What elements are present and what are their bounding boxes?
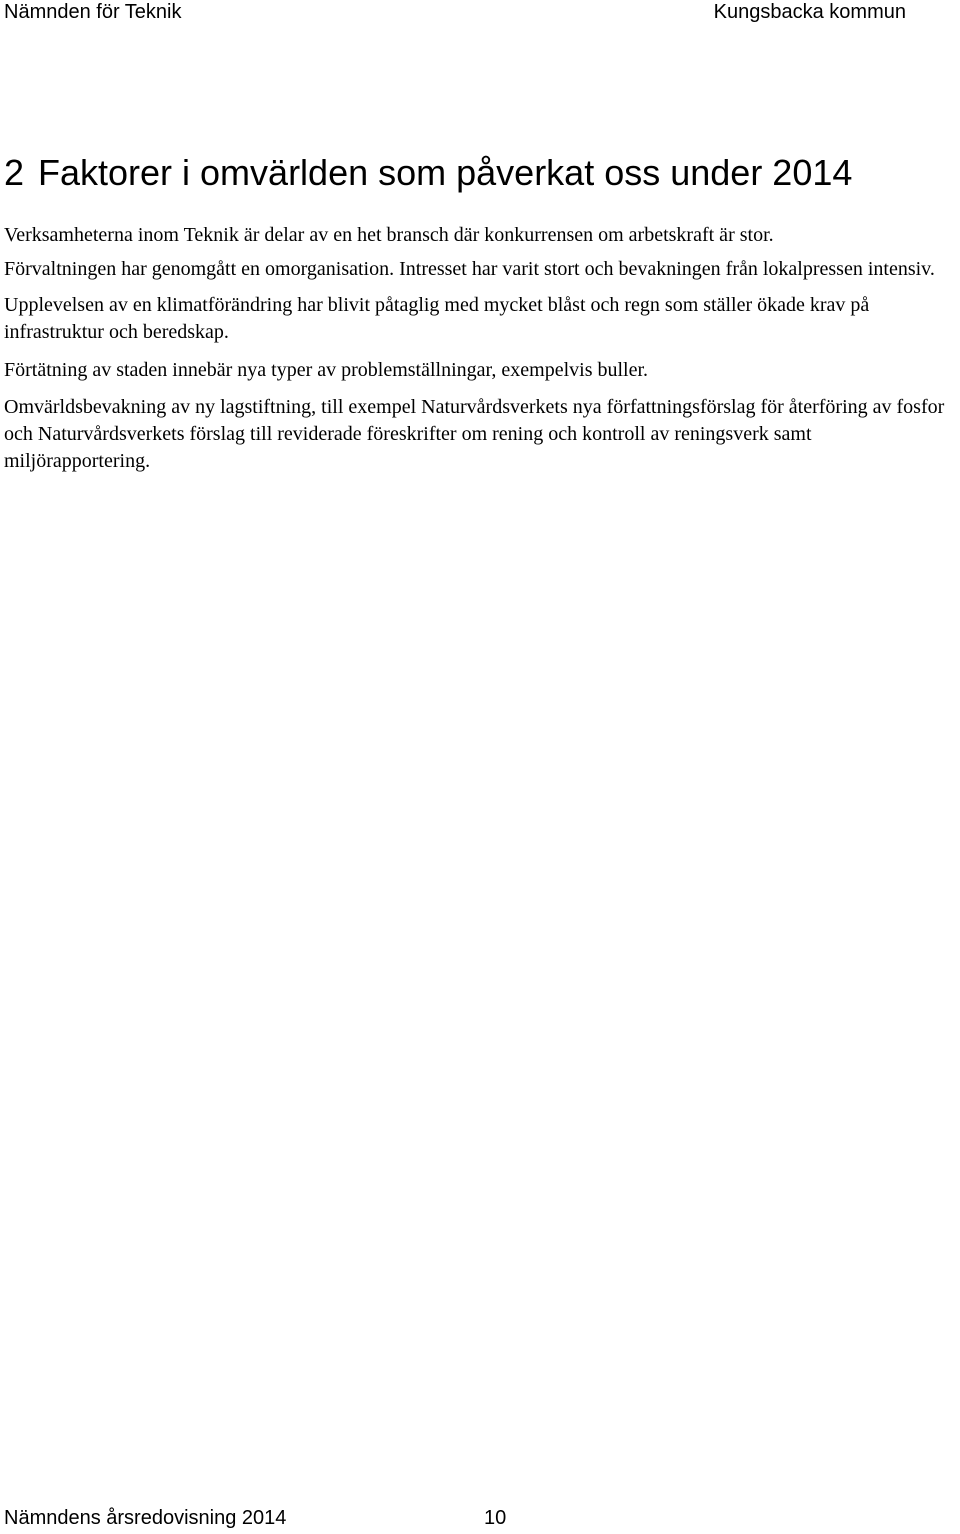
page-footer	[4, 1506, 507, 1530]
section-title: Faktorer i omvärlden som påverkat oss under 2014	[38, 152, 853, 193]
header-municipality-name: Kungsbacka kommun	[713, 1, 906, 23]
paragraph-reorganisation: Förvaltningen har genomgått en omorganisation. Intresset har varit stort och bevakningen från lokalpressen intensiv.	[4, 258, 935, 280]
paragraph-labor-market: Verksamheterna inom Teknik är delar av en het bransch där konkurrensen om arbetskraft är stor.	[4, 224, 774, 246]
header-committee-name: Nämnden för Teknik	[4, 1, 182, 23]
paragraph-climate-change: Upplevelsen av en klimatförändring har blivit påtaglig med mycket blåst och regn som ställer ökade krav på infrastruktur och beredskap.	[4, 294, 870, 343]
section-number: 2	[4, 152, 25, 193]
section-heading	[4, 152, 852, 194]
page-number: 10	[484, 1507, 507, 1529]
footer-document-title: Nämndens årsredovisning 2014	[4, 1507, 287, 1529]
page-header	[0, 0, 960, 26]
section-body	[4, 222, 960, 475]
paragraph-legislation: Omvärldsbevakning av ny lagstiftning, till exempel Naturvårdsverkets nya författningsförslag för återföring av fosfor och Naturvårdsverkets förslag till reviderade föreskrifter om rening och kontroll av reningsverk samt miljörapportering.	[4, 396, 945, 472]
paragraph-densification: Förtätning av staden innebär nya typer av problemställningar, exempelvis buller.	[4, 359, 649, 381]
